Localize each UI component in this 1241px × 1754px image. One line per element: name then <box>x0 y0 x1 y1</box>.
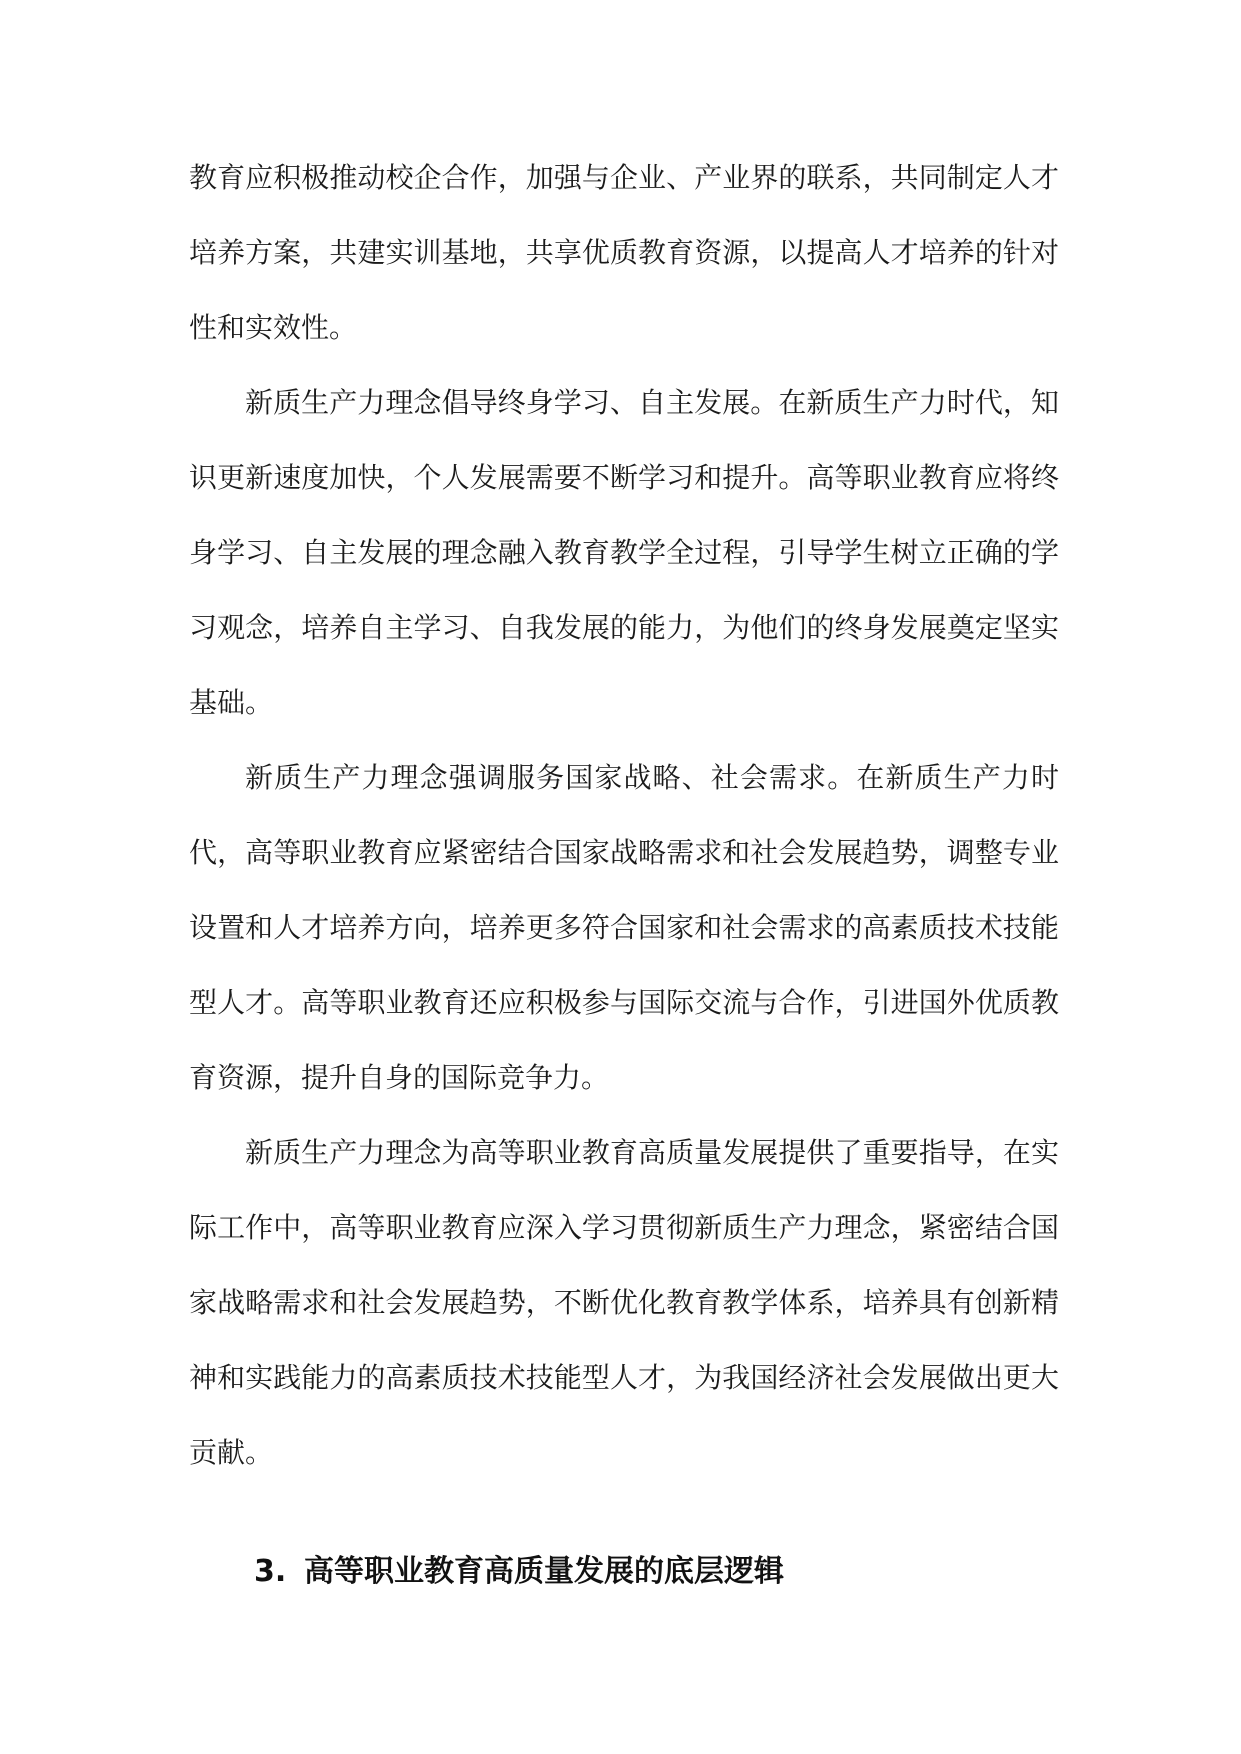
paragraph: 新质生产力理念为高等职业教育高质量发展提供了重要指导，在实际工作中，高等职业教育应深入学习贯彻新质生产力理念，紧密结合国家战略需求和社会发展趋势，不断优化教育教学体系，培养具有创新精神和实践能力的高素质技术技能型人才，为我国经济社会发展做出更大贡献。 <box>189 1136 1059 1469</box>
paragraph: 教育应积极推动校企合作，加强与企业、产业界的联系，共同制定人才培养方案，共建实训基地，共享优质教育资源，以提高人才培养的针对性和实效性。 <box>189 161 1059 344</box>
paragraph: 新质生产力理念倡导终身学习、自主发展。在新质生产力时代，知识更新速度加快，个人发展需要不断学习和提升。高等职业教育应将终身学习、自主发展的理念融入教育教学全过程，引导学生树立正确的学习观念，培养自主学习、自我发展的能力，为他们的终身发展奠定坚实基础。 <box>189 386 1059 719</box>
section-number: 3. <box>254 1554 287 1589</box>
body-text <box>189 140 1059 1490</box>
section-heading <box>254 1552 784 1592</box>
section-title: 高等职业教育高质量发展的底层逻辑 <box>304 1554 784 1589</box>
paragraph: 新质生产力理念强调服务国家战略、社会需求。在新质生产力时代，高等职业教育应紧密结合国家战略需求和社会发展趋势，调整专业设置和人才培养方向，培养更多符合国家和社会需求的高素质技术技能型人才。高等职业教育还应积极参与国际交流与合作，引进国外优质教育资源，提升自身的国际竞争力。 <box>189 761 1059 1094</box>
